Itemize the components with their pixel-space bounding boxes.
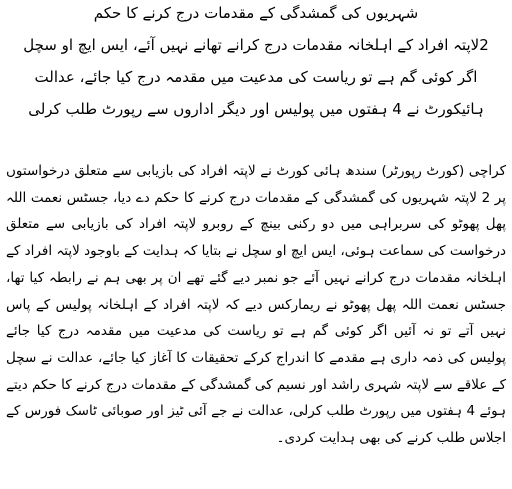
headline-block: [0, 4, 512, 126]
article-body: کراچی (کورٹ رپورٹر) سندھ ہائی کورٹ نے لاپتہ افراد کی بازیابی سے متعلق درخواستوں پر 2 لاپتہ شہریوں کی گمشدگی کے مقدمات درج کرنے کا حکم دے دیا، جسٹس نعمت اللہ پھل پھوٹو کی سربراہی میں دو رکنی بینچ کے روبرو لاپتہ افراد کی بازیابی سے متعلق درخواست کی سماعت ہوئی، ایس ایچ او سچل نے بتایا کہ ہدایت کے باوجود لاپتہ افراد کے اہلخانہ مقدمات درج کرانے نہیں آئے جو نمبر دیے گئے تھے ان پر بھی ہم نے رابطہ کیا تھا، جسٹس نعمت اللہ پھل پھوٹو نے ریمارکس دیے کہ لاپتہ افراد کے اہلخانہ پولیس کے پاس نہیں آتے تو نہ آئیں اگر کوئی گم ہے تو ریاست کی مدعیت میں مقدمہ درج کیا جائے پولیس کی ذمہ داری ہے مقدمے کا اندراج کرکے تحقیقات کا آغاز کیا جائے، عدالت نے سچل کے علاقے سے لاپتہ شہری راشد اور نسیم کی گمشدگی کے مقدمات درج کرنے کا حکم دیتے ہوئے 4 ہفتوں میں رپورٹ طلب کرلی، عدالت نے جے آئی ٹیز اور صوبائی ٹاسک فورس کے اجلاس طلب کرنے کی بھی ہدایت کردی۔: [6, 163, 506, 447]
subheadline: ہائیکورٹ نے 4 ہفتوں میں پولیس اور دیگر اداروں سے رپورٹ طلب کرلی: [28, 100, 484, 118]
subheadline: اگر کوئی گم ہے تو ریاست کی مدعیت میں مقدمہ درج کیا جائے، عدالت: [34, 68, 478, 86]
main-headline: شہریوں کی گمشدگی کے مقدمات درج کرنے کا حکم: [93, 4, 419, 22]
subheadline: 2لاپتہ افراد کے اہلخانہ مقدمات درج کرانے تھانے نہیں آئے، ایس ایچ او سچل: [23, 36, 489, 54]
